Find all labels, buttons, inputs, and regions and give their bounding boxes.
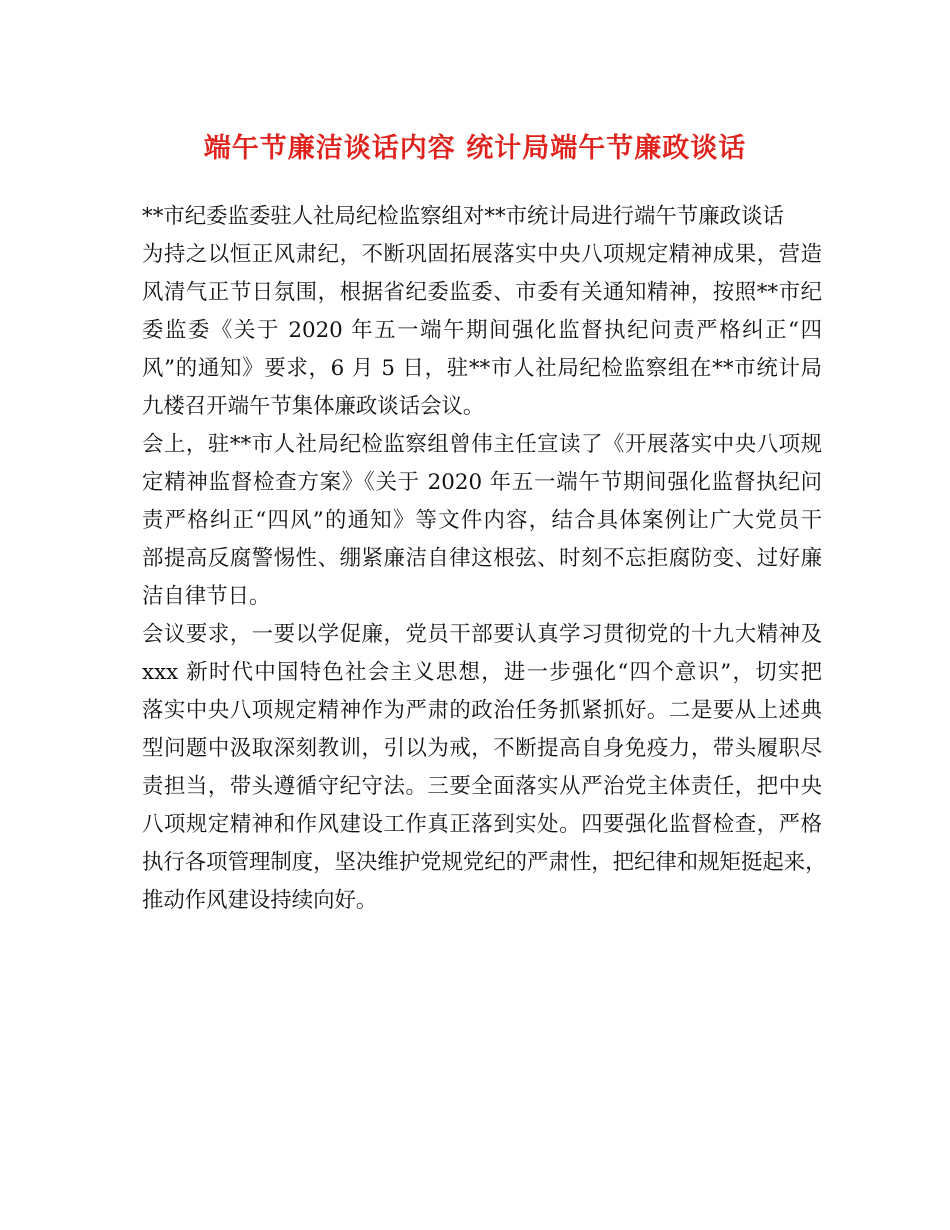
text-line: 会上，驻**市人社局纪检监察组曾伟主任宣读了《开展落实中央八项规 — [142, 432, 822, 457]
text-line: 型问题中汲取深刻教训，引以为戒，不断提高自身免疫力，带头履职尽 — [142, 736, 822, 761]
paragraph — [142, 236, 822, 426]
text-line: xxx 新时代中国特色社会主义思想，进一步强化“四个意识”，切实把 — [142, 660, 822, 685]
text-line: 定精神监督检查方案》《关于 2020 年五一端午节期间强化监督执纪问 — [142, 470, 822, 495]
text-line: 为持之以恒正风肃纪，不断巩固拓展落实中央八项规定精神成果，营造 — [142, 242, 822, 267]
paragraph — [142, 616, 827, 920]
text-line: **市纪委监委驻人社局纪检监察组对**市统计局进行端午节廉政谈话 — [142, 204, 784, 229]
text-line: 风清气正节日氛围，根据省纪委监委、市委有关通知精神，按照**市纪 — [142, 280, 822, 305]
text-line: 九楼召开端午节集体廉政谈话会议。 — [142, 394, 485, 419]
text-line: 责严格纠正“四风”的通知》等文件内容，结合具体案例让广大党员干 — [142, 508, 822, 533]
document-title: 端午节廉洁谈话内容 统计局端午节廉政谈话 — [203, 133, 747, 164]
document-body — [142, 198, 827, 920]
text-line: 委监委《关于 2020 年五一端午期间强化监督执纪问责严格纠正“四 — [142, 318, 822, 343]
text-line: 责担当，带头遵循守纪守法。三要全面落实从严治党主体责任，把中央 — [142, 774, 822, 799]
text-line: 推动作风建设持续向好。 — [142, 888, 378, 913]
text-line: 落实中央八项规定精神作为严肃的政治任务抓紧抓好。二是要从上述典 — [142, 698, 822, 723]
text-line: 会议要求，一要以学促廉，党员干部要认真学习贯彻党的十九大精神及 — [142, 622, 822, 647]
text-line: 风”的通知》要求，6 月 5 日，驻**市人社局纪检监察组在**市统计局 — [142, 356, 822, 381]
paragraph — [142, 426, 822, 616]
text-line: 部提高反腐警惕性、绷紧廉洁自律这根弦、时刻不忘拒腐防变、过好廉 — [142, 546, 822, 571]
text-line: 执行各项管理制度，坚决维护党规党纪的严肃性，把纪律和规矩挺起来， — [142, 850, 827, 875]
text-line: 八项规定精神和作风建设工作真正落到实处。四要强化监督检查，严格 — [142, 812, 822, 837]
paragraph — [142, 198, 822, 236]
text-line: 洁自律节日。 — [142, 584, 271, 609]
